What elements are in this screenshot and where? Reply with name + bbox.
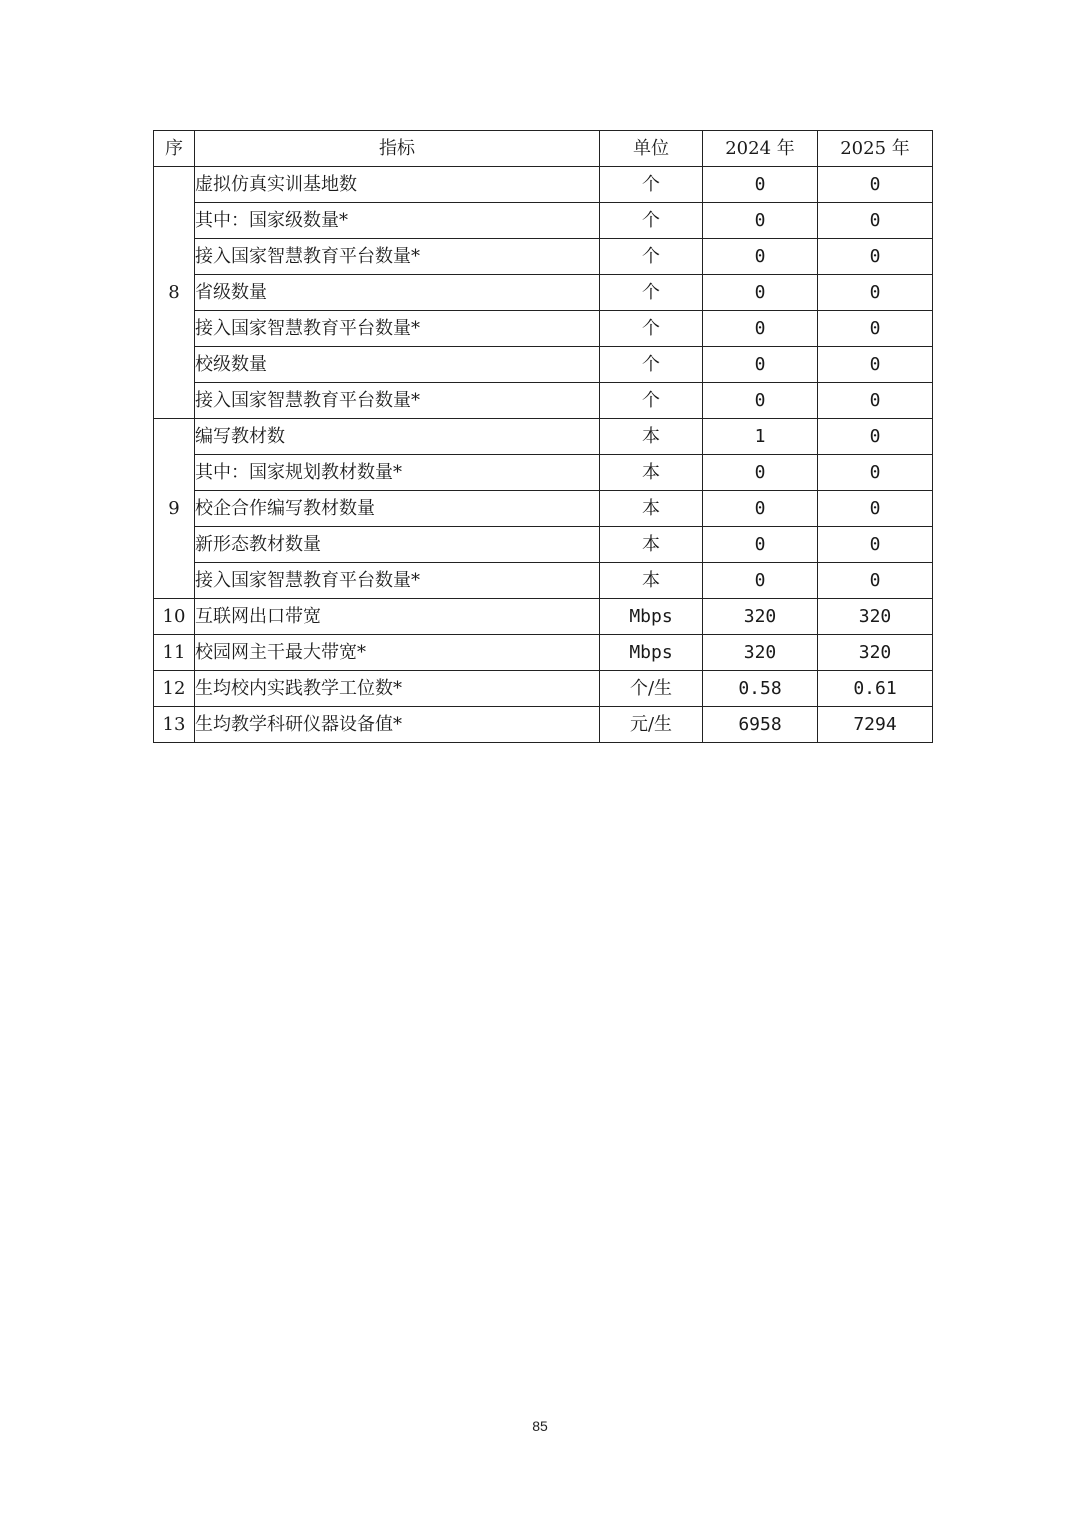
row-indicator-cell: 校企合作编写教材数量 (195, 491, 600, 527)
row-value-2024-cell: 0 (703, 347, 818, 383)
table-row (154, 707, 933, 743)
row-value-2024-cell: 0 (703, 311, 818, 347)
table-row (154, 203, 933, 239)
row-indicator-cell: 接入国家智慧教育平台数量* (195, 311, 600, 347)
row-unit-cell: 本 (600, 491, 703, 527)
row-value-2024-cell: 0.58 (703, 671, 818, 707)
row-value-2024-cell: 1 (703, 419, 818, 455)
table-row (154, 167, 933, 203)
row-indicator-cell: 虚拟仿真实训基地数 (195, 167, 600, 203)
table-body (154, 167, 933, 743)
row-indicator-cell: 其中：国家规划教材数量* (195, 455, 600, 491)
row-seq-cell: 10 (154, 599, 195, 635)
row-unit-cell: 个 (600, 383, 703, 419)
row-unit-cell: 个/生 (600, 671, 703, 707)
table-row (154, 419, 933, 455)
row-indicator-cell: 其中：国家级数量* (195, 203, 600, 239)
row-value-2024-cell: 0 (703, 167, 818, 203)
row-seq-cell: 12 (154, 671, 195, 707)
row-value-2024-cell: 0 (703, 455, 818, 491)
row-value-2024-cell: 0 (703, 275, 818, 311)
row-value-2025-cell: 0 (818, 167, 933, 203)
row-value-2025-cell: 320 (818, 635, 933, 671)
row-value-2025-cell: 0 (818, 419, 933, 455)
row-value-2024-cell: 0 (703, 491, 818, 527)
table-row (154, 239, 933, 275)
row-unit-cell: 个 (600, 311, 703, 347)
row-value-2024-cell: 0 (703, 527, 818, 563)
row-seq-cell: 13 (154, 707, 195, 743)
row-value-2024-cell: 0 (703, 383, 818, 419)
row-value-2025-cell: 0 (818, 239, 933, 275)
row-value-2024-cell: 0 (703, 563, 818, 599)
row-unit-cell: 个 (600, 347, 703, 383)
row-value-2024-cell: 6958 (703, 707, 818, 743)
row-unit-cell: 本 (600, 455, 703, 491)
row-value-2025-cell: 0 (818, 275, 933, 311)
row-indicator-cell: 新形态教材数量 (195, 527, 600, 563)
row-value-2024-cell: 320 (703, 599, 818, 635)
row-unit-cell: 本 (600, 419, 703, 455)
row-value-2024-cell: 0 (703, 203, 818, 239)
row-unit-cell: 个 (600, 203, 703, 239)
row-value-2025-cell: 7294 (818, 707, 933, 743)
row-unit-cell: 本 (600, 563, 703, 599)
row-unit-cell: 元/生 (600, 707, 703, 743)
row-seq-cell: 8 (154, 167, 195, 419)
table-row (154, 527, 933, 563)
row-indicator-cell: 接入国家智慧教育平台数量* (195, 383, 600, 419)
table-row (154, 491, 933, 527)
row-value-2025-cell: 0 (818, 491, 933, 527)
header-seq: 序 (154, 131, 195, 167)
row-value-2025-cell: 0 (818, 527, 933, 563)
table-row (154, 383, 933, 419)
table-header-row (154, 131, 933, 167)
row-indicator-cell: 接入国家智慧教育平台数量* (195, 239, 600, 275)
header-unit: 单位 (600, 131, 703, 167)
header-year-2025: 2025 年 (818, 131, 933, 167)
row-value-2025-cell: 0 (818, 383, 933, 419)
row-indicator-cell: 校级数量 (195, 347, 600, 383)
indicator-table (153, 130, 933, 743)
header-year-2024: 2024 年 (703, 131, 818, 167)
table-row (154, 635, 933, 671)
table-row (154, 347, 933, 383)
row-indicator-cell: 生均校内实践教学工位数* (195, 671, 600, 707)
row-indicator-cell: 接入国家智慧教育平台数量* (195, 563, 600, 599)
row-indicator-cell: 互联网出口带宽 (195, 599, 600, 635)
row-unit-cell: Mbps (600, 599, 703, 635)
row-seq-cell: 11 (154, 635, 195, 671)
row-value-2024-cell: 320 (703, 635, 818, 671)
row-unit-cell: 个 (600, 167, 703, 203)
row-indicator-cell: 编写教材数 (195, 419, 600, 455)
row-value-2025-cell: 0 (818, 563, 933, 599)
row-unit-cell: 个 (600, 239, 703, 275)
table-row (154, 455, 933, 491)
row-unit-cell: Mbps (600, 635, 703, 671)
row-indicator-cell: 生均教学科研仪器设备值* (195, 707, 600, 743)
page-number: 85 (532, 1418, 548, 1434)
row-value-2025-cell: 0 (818, 455, 933, 491)
row-value-2024-cell: 0 (703, 239, 818, 275)
header-indicator: 指标 (195, 131, 600, 167)
row-unit-cell: 本 (600, 527, 703, 563)
row-indicator-cell: 省级数量 (195, 275, 600, 311)
row-seq-cell: 9 (154, 419, 195, 599)
table-row (154, 671, 933, 707)
row-value-2025-cell: 320 (818, 599, 933, 635)
row-value-2025-cell: 0 (818, 311, 933, 347)
row-value-2025-cell: 0 (818, 203, 933, 239)
row-value-2025-cell: 0.61 (818, 671, 933, 707)
table-row (154, 599, 933, 635)
table-row (154, 275, 933, 311)
row-indicator-cell: 校园网主干最大带宽* (195, 635, 600, 671)
row-unit-cell: 个 (600, 275, 703, 311)
table-row (154, 311, 933, 347)
table-row (154, 563, 933, 599)
row-value-2025-cell: 0 (818, 347, 933, 383)
